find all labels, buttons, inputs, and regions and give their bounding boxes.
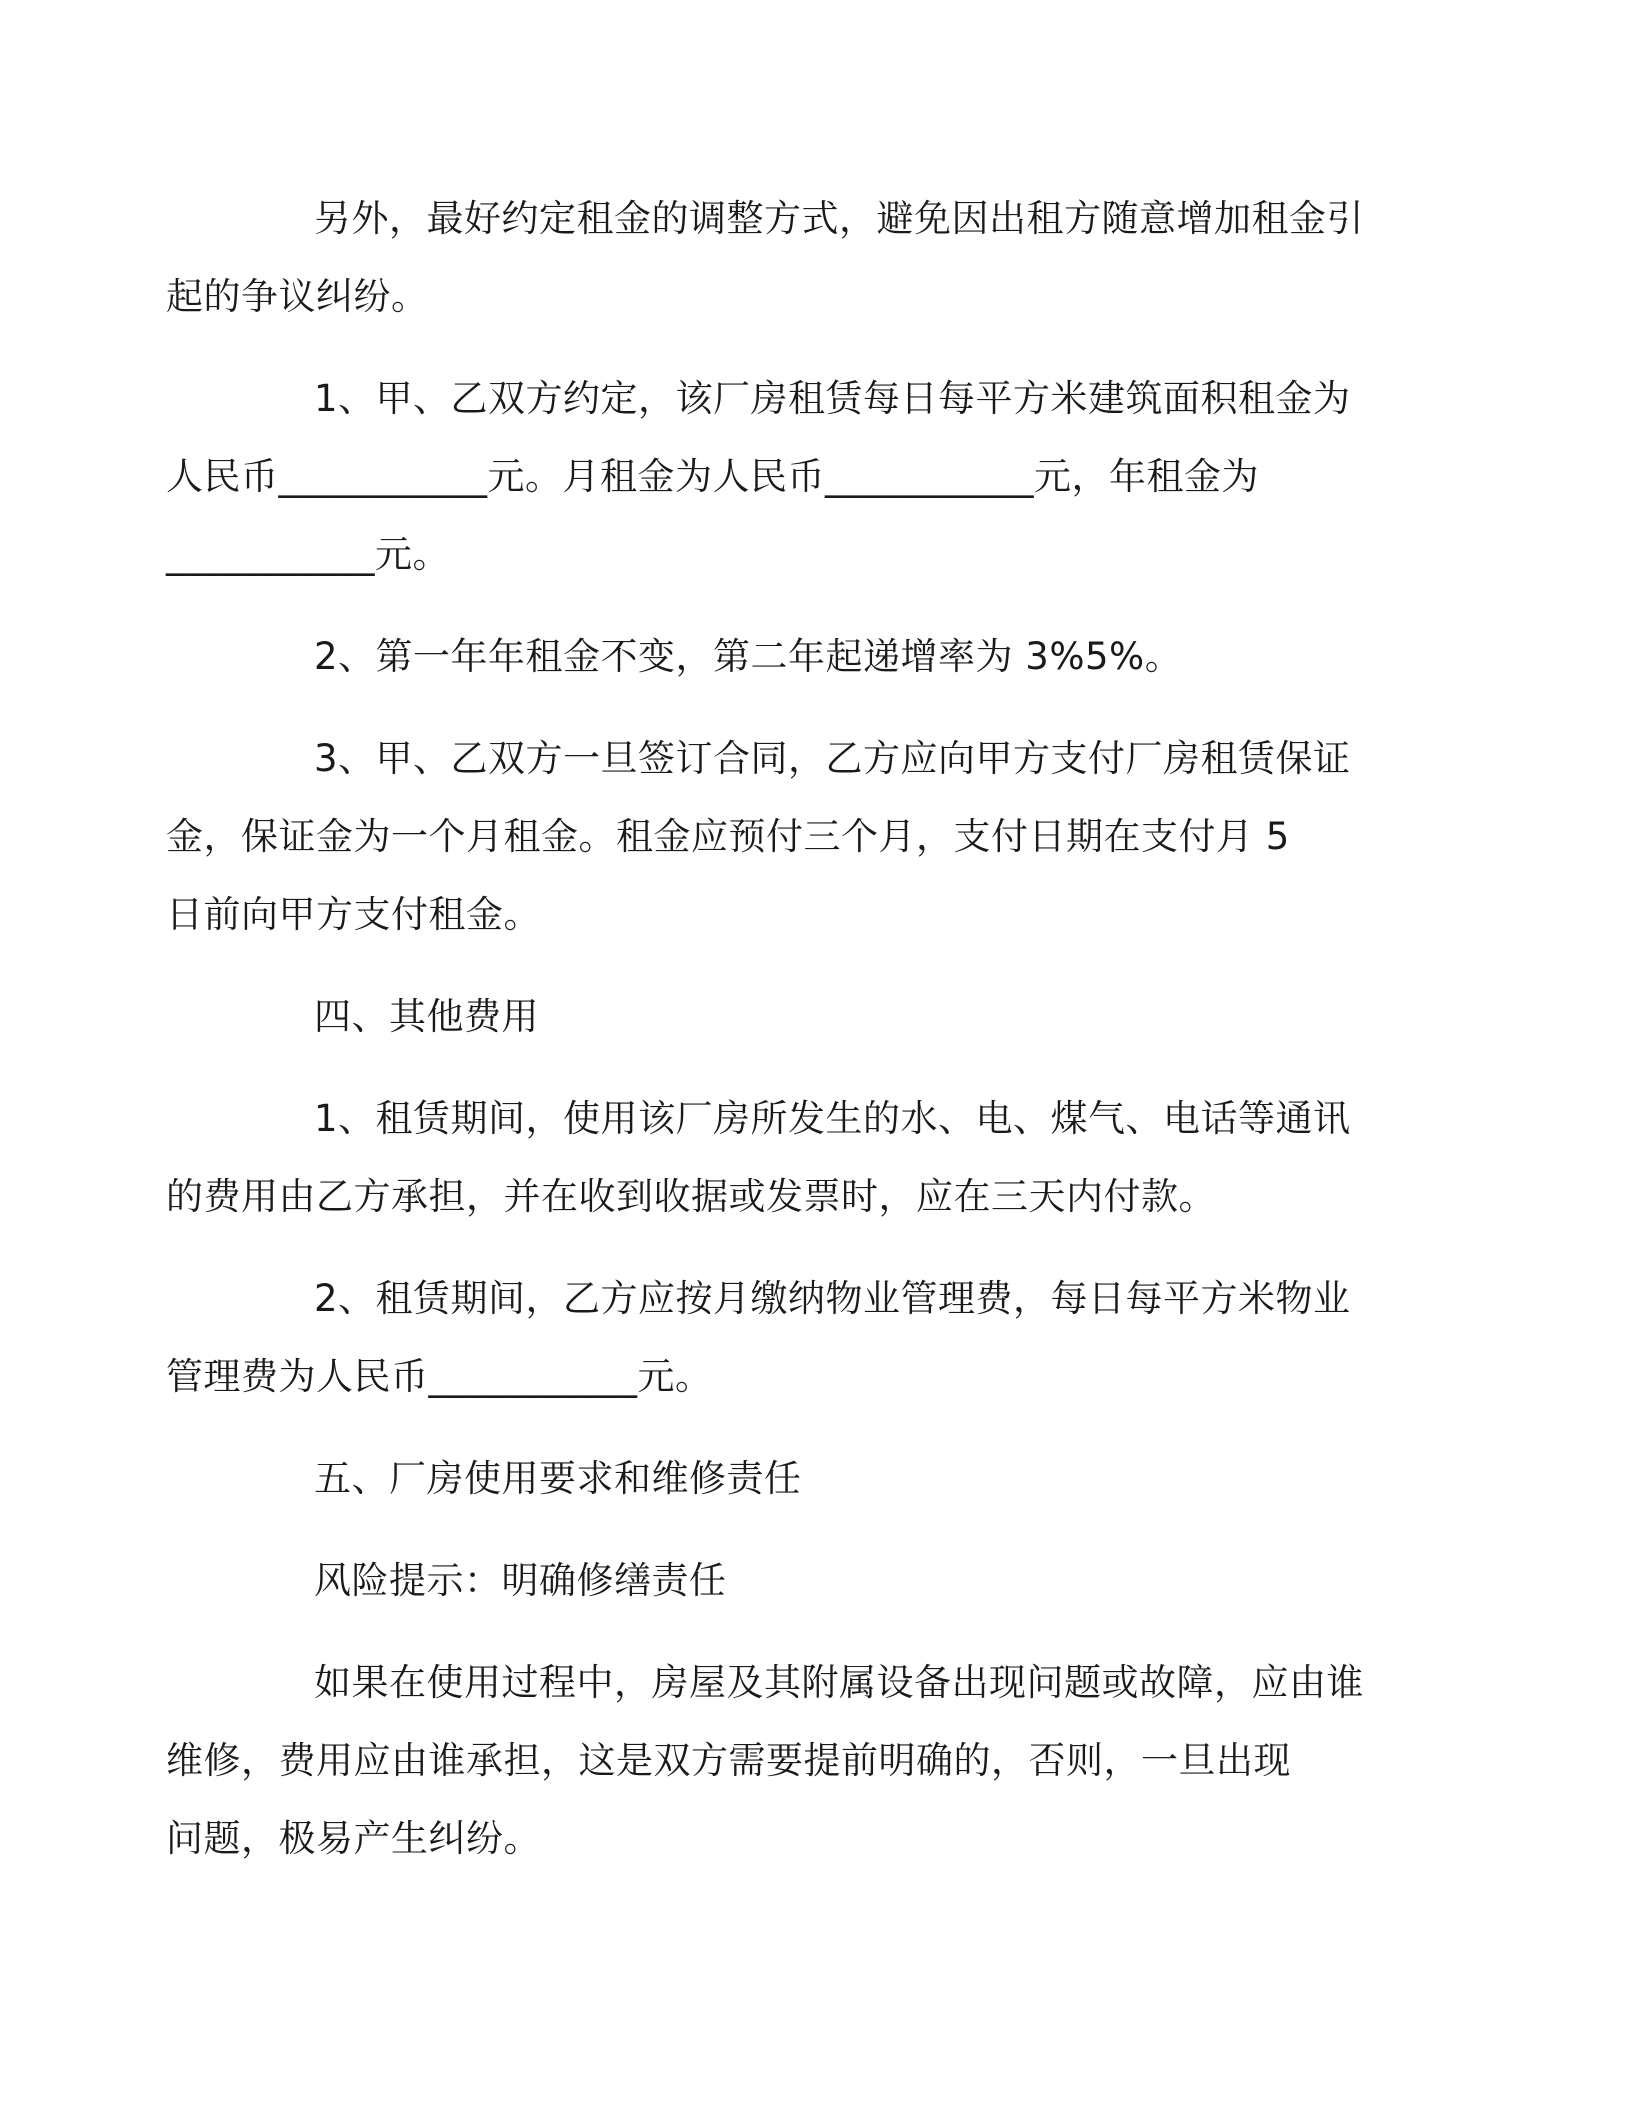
text-line: 五、厂房使用要求和维修责任 — [314, 1457, 802, 1500]
text-line: 日前向甲方支付租金。 — [166, 893, 541, 936]
text-line: 金，保证金为一个月租金。租金应预付三个月，支付日期在支付月 5 — [166, 815, 1290, 858]
paragraph-property-fees — [166, 1260, 1390, 1416]
paragraph-rent-increase — [240, 618, 1390, 696]
text-line: 四、其他费用 — [314, 995, 539, 1038]
text-line: 2、第一年年租金不变，第二年起递增率为 3%5%。 — [314, 635, 1183, 678]
section-heading-other-fees — [240, 978, 1390, 1056]
text-line: ___________元。 — [166, 533, 450, 576]
text-line: 1、甲、乙双方约定，该厂房租赁每日每平方米建筑面积租金为 — [314, 377, 1351, 420]
text-line: 维修，费用应由谁承担，这是双方需要提前明确的，否则，一旦出现 — [166, 1739, 1291, 1782]
text-line: 如果在使用过程中，房屋及其附属设备出现问题或故障，应由谁 — [314, 1661, 1364, 1704]
paragraph-deposit — [166, 720, 1390, 954]
text-line: 的费用由乙方承担，并在收到收据或发票时，应在三天内付款。 — [166, 1175, 1216, 1218]
text-line: 起的争议纠纷。 — [166, 275, 429, 318]
text-line: 另外，最好约定租金的调整方式，避免因出租方随意增加租金引 — [314, 197, 1364, 240]
text-line: 风险提示：明确修缮责任 — [314, 1559, 727, 1602]
section-heading-usage-repair — [240, 1440, 1390, 1518]
document-page — [166, 180, 1390, 1902]
paragraph-rent-adjustment — [166, 180, 1390, 336]
paragraph-repair-responsibility — [166, 1644, 1390, 1878]
text-line: 2、租赁期间，乙方应按月缴纳物业管理费，每日每平方米物业 — [314, 1277, 1351, 1320]
paragraph-utility-fees — [166, 1080, 1390, 1236]
text-line: 人民币___________元。月租金为人民币___________元，年租金为 — [166, 455, 1259, 498]
text-line: 3、甲、乙双方一旦签订合同，乙方应向甲方支付厂房租赁保证 — [314, 737, 1351, 780]
text-line: 管理费为人民币___________元。 — [166, 1355, 713, 1398]
text-line: 问题，极易产生纠纷。 — [166, 1817, 541, 1860]
text-line: 1、租赁期间，使用该厂房所发生的水、电、煤气、电话等通讯 — [314, 1097, 1351, 1140]
risk-tip-heading — [240, 1542, 1390, 1620]
paragraph-rent-amount — [166, 360, 1390, 594]
